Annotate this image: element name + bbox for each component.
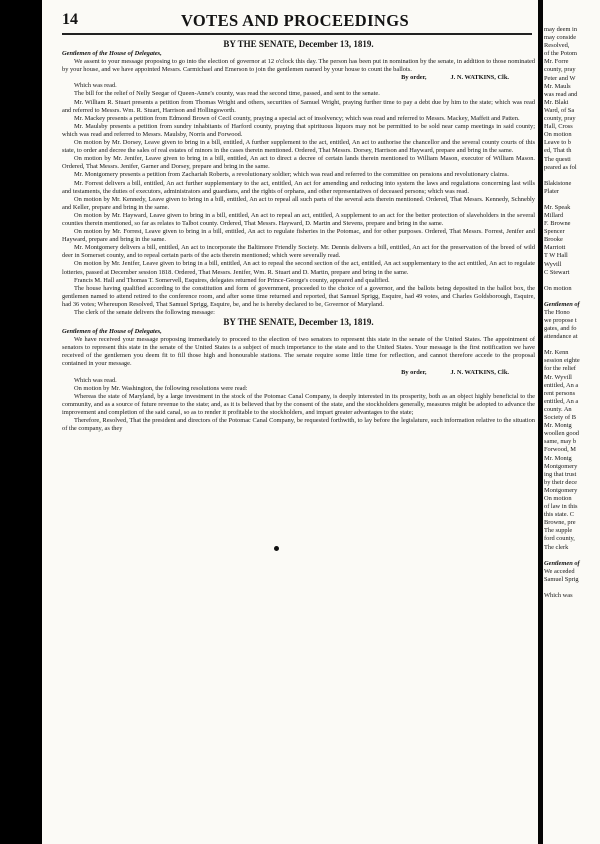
proceedings-part-2 bbox=[62, 377, 535, 434]
signature-by: By order, bbox=[401, 74, 427, 82]
right-page-fragment bbox=[543, 0, 600, 844]
right-column-line: Mr. Forre bbox=[544, 58, 569, 66]
proceeding-paragraph: Francis M. Hall and Thomas T. Somervell, Esquires, delegates returned for Prince-George's county, appeared and qualified. bbox=[74, 276, 390, 284]
proceeding-paragraph: The clerk of the senate delivers the following message: bbox=[74, 309, 215, 316]
right-column-line: ford county, bbox=[544, 535, 575, 543]
signature-name-2: J. N. WATKINS, Clk. bbox=[450, 368, 509, 376]
right-column-line: ing that trust bbox=[544, 470, 577, 478]
signature-name: J. N. WATKINS, Clk. bbox=[450, 74, 509, 82]
right-column-line: county, pray bbox=[544, 115, 576, 123]
right-column-line: The supple bbox=[544, 527, 573, 535]
proceeding-paragraph: On motion by Mr. Washington, the following resolutions were read: bbox=[74, 384, 248, 392]
right-column-line: On motion bbox=[544, 494, 572, 502]
signature-line bbox=[62, 74, 535, 82]
proceedings-part-1 bbox=[62, 82, 535, 317]
right-column-line: Browne, pre bbox=[544, 519, 576, 527]
right-column-line: peared as fol bbox=[544, 163, 577, 171]
right-column-line: this state. C bbox=[544, 511, 574, 519]
senate-message-2: We have received your message proposing immediately to proceed to the election of two senators to represent this state in the senate of the United States. The appointment of senators to represent this state in the senate of the United States is a subject of much importance to the state and to the United States. Your message is the first notification we have received of the gentlemen you deem fit to fill those high and honourable stations. The senate require some little time for reflection, and cannot therefore accede to the proposal contained in your message. bbox=[62, 336, 535, 368]
right-column-line: Spencer bbox=[544, 228, 565, 236]
text-column bbox=[62, 39, 535, 844]
right-column-line: Leave to b bbox=[544, 139, 571, 147]
proceeding-paragraph: Mr. Mackey presents a petition from Edmond Brown of Cecil county, praying a special act of insolvency; which was read and referred to Messrs. Mackey, Maffeit and Patten. bbox=[74, 114, 520, 122]
proceeding-paragraph: On motion by Mr. Kennedy, Leave given to bring in a bill, entitled, An act to repeal all such parts of the several acts therein mentioned. Ordered, That Messrs. Kennedy, Schnebly and Keller, prepare and bring in the same. bbox=[62, 195, 535, 211]
right-column-line: by their dece bbox=[544, 478, 578, 486]
proceeding-paragraph: Mr. William R. Stuart presents a petition from Thomas Wright and others, securities of Samuel Wright, praying further time to pay a debt due by him to the state; which was read and referred to Messrs. Wm. R. Stuart, Harrison and Hollingsworth. bbox=[62, 98, 535, 114]
right-column-line: Mr. Kenn bbox=[544, 349, 569, 357]
right-column-line: The Hono bbox=[544, 308, 570, 316]
right-column-line: of law in this bbox=[544, 503, 578, 511]
running-title: VOTES AND PROCEEDINGS bbox=[180, 11, 410, 30]
right-column-line: same, may b bbox=[544, 438, 577, 446]
right-column-line: was read and bbox=[544, 90, 578, 98]
proceeding-paragraph: The house having qualified according to the constitution and form of government, proceeded to the choice of a governor, and the ballots being deposited in the ballot box, the gentlemen named to attend retired to the conference room, and after some time returned and reported, that Samuel Sprigg, Esquire, had 49 votes, and Charles Goldsborough, Esquire, had 36 votes; Whereupon Resolved, That Samuel Sprigg, Esquire, be, and he is hereby declared to be, Governor of Maryland. bbox=[62, 284, 535, 308]
right-column-line: Forwood, M bbox=[544, 446, 576, 454]
right-column-line: F. Browne bbox=[544, 220, 571, 228]
senate-message: We assent to your message proposing to go into the election of governor at 12 o'clock this day. The person has been put in nomination by the senate, in addition to those nominated by your house, and we have appointed Messrs. Carmichael and Emerson to join the gentlemen named by your house to count the ballots. bbox=[62, 58, 535, 74]
signature-by-2: By order, bbox=[401, 368, 427, 376]
right-column-line: ed, That th bbox=[544, 147, 572, 155]
right-column-line: T W Hall bbox=[544, 252, 568, 260]
salutation-2: Gentlemen of the House of Delegates, bbox=[62, 328, 162, 336]
right-column-line: rent persons bbox=[544, 389, 576, 397]
right-column-gap bbox=[543, 196, 600, 204]
right-column-line: Brooke bbox=[544, 236, 563, 244]
right-column-line: We acceded bbox=[544, 567, 575, 575]
right-column-gap bbox=[543, 293, 600, 301]
right-column-line: Mr. Wyvill bbox=[544, 373, 572, 381]
right-column-line: The questi bbox=[544, 155, 571, 163]
right-column-line: On motion bbox=[544, 284, 572, 292]
right-column-line: may deem in bbox=[544, 26, 578, 33]
right-column-line: attendance at bbox=[544, 333, 578, 341]
right-column-gap bbox=[543, 341, 600, 349]
proceeding-paragraph: On motion by Mr. Forrest, Leave given to bring in a bill, entitled, An act to regulate fisheries in the Potomac, and for other purposes. Ordered, That Messrs. Forrest, Jenifer and Hayward, prepare and bring in the same. bbox=[62, 228, 535, 244]
right-column-line: session eighte bbox=[544, 357, 580, 365]
right-column-gap bbox=[543, 172, 600, 180]
right-column-line: Society of B bbox=[544, 414, 576, 422]
right-column-line: may conside bbox=[544, 34, 577, 42]
right-column-line: Millard bbox=[544, 211, 564, 219]
proceeding-paragraph: Whereas the state of Maryland, by a large investment in the stock of the Potomac Canal Company, is deeply interested in its prosperity, both as an object highly beneficial to the community, and as a source of future revenue to the state; and, as it is believed that by the consent of the state, and the stockholders generally, measures might be adopted to advance the improvement and completion of the said canal, so as to render it profitable to the stockholders, and impart greater advantages to the state; bbox=[62, 392, 535, 417]
right-column-text bbox=[543, 26, 600, 600]
proceeding-paragraph: On motion by Mr. Jenifer, Leave given to bring in a bill, entitled, An act to direct a decree of certain lands therein mentioned to William Mason, executor of William Mason. Ordered, That Messrs. Jenifer, Garner and Dorsey, prepare and bring in the same. bbox=[62, 155, 535, 171]
proceeding-paragraph: On motion by Mr. Hayward, Leave given to bring in a bill, entitled, An act to repeal an act, entitled, A supplement to an act for the better protection of slaveholders in the several counties therein mentioned, so far as relates to Talbot county. Ordered, That Messrs. Hayward, D. Martin and Stevens, prepare and bring in the same. bbox=[62, 211, 535, 227]
right-column-line: Gentlemen of bbox=[544, 559, 580, 567]
right-column-line: Mr. Blaki bbox=[544, 98, 569, 106]
right-column-line: Resolved, bbox=[544, 42, 570, 50]
right-column-line: C Stewart bbox=[544, 268, 570, 276]
proceeding-paragraph: On motion by Mr. Dorsey, Leave given to bring in a bill, entitled, A further supplement to the act, entitled, An act to authorise the chancellor and the several county courts of this state, to order and decree the sales of real estates of minors in the cases therein mentioned. Ordered, That Messrs. Dorsey, Harrison and Hayward, prepare and bring in the same. bbox=[62, 139, 535, 155]
right-column-line: Which was bbox=[544, 591, 573, 599]
salutation: Gentlemen of the House of Delegates, bbox=[62, 50, 162, 57]
proceeding-paragraph: Mr. Maulsby presents a petition from sundry inhabitants of Harford county, praying that spirituous liquors may not be permitted to be sold near camp meetings in said county; which was read and referred to Messrs. Maulsby, Norris and Forwood. bbox=[62, 122, 535, 138]
right-column-line: Samuel Sprig bbox=[544, 575, 579, 583]
right-column-line: Mr. Montg bbox=[544, 422, 572, 430]
right-column-line: county, pray bbox=[544, 66, 576, 74]
right-column-line: Ward, of Sa bbox=[544, 106, 575, 114]
proceeding-paragraph: On motion by Mr. Jenifer, Leave given to bring in a bill, entitled, An act to repeal the second section of the act, entitled, An act supplementary to the act entitled, An act to regulate lotteries, passed at December session 1818. Ordered, That Messrs. Jenifer, Wm. R. Stuart and D. Martin, prepare and bring in the same. bbox=[62, 260, 535, 276]
right-column-line: Montgomery bbox=[544, 462, 578, 470]
right-column-line: entitled, An a bbox=[544, 397, 579, 405]
right-column-line: for the relief bbox=[544, 365, 576, 373]
right-column-gap bbox=[543, 552, 600, 560]
right-column-line: Mr. Montg bbox=[544, 454, 572, 462]
right-column-line: Wyvill bbox=[544, 260, 562, 268]
right-column-line: gates, and fo bbox=[544, 325, 577, 333]
right-column-line: Blakistone bbox=[544, 179, 572, 187]
right-column-line: Mr. Mauls bbox=[544, 82, 571, 90]
proceeding-paragraph: Which was read. bbox=[74, 82, 117, 90]
proceeding-paragraph: Mr. Montgomery presents a petition from Zachariah Roberts, a revolutionary soldier; which was read and referred to the committee on pensions and revolutionary claims. bbox=[74, 171, 509, 179]
right-column-line: Marriott bbox=[544, 244, 566, 252]
right-column-line: of the Potom bbox=[544, 50, 578, 58]
senate-heading-2: BY THE SENATE, December 13, 1819. bbox=[223, 317, 374, 328]
proceeding-paragraph: Mr. Forrest delivers a bill, entitled, An act further supplementary to the act, entitled, An act for amending and reducing into system the laws and regulations concerning last wills and testaments, the duties of executors, administrators and guardians, and the rights of orphans, and other representatives of deceased persons; which was read. bbox=[62, 179, 535, 195]
right-column-line: woollen good bbox=[544, 430, 579, 438]
page-header bbox=[62, 11, 528, 33]
right-column-line: Peter and W bbox=[544, 74, 576, 82]
right-column-gap bbox=[543, 584, 600, 592]
left-page bbox=[42, 0, 540, 844]
right-column-line: Mr. Speak bbox=[544, 203, 571, 211]
right-column-line: Gentlemen of bbox=[544, 300, 580, 308]
right-column-line: entitled, An a bbox=[544, 381, 579, 389]
proceeding-paragraph: The bill for the relief of Nelly Seegar of Queen-Anne's county, was read the second time, passed, and sent to the senate. bbox=[74, 90, 380, 98]
right-column-line: On motion bbox=[544, 131, 572, 139]
proceeding-paragraph: Therefore, Resolved, That the president and directors of the Potomac Canal Company, be requested forthwith, to lay before the legislature, such information relative to the situation of the company, as they bbox=[62, 417, 535, 433]
proceeding-paragraph: Mr. Montgomery delivers a bill, entitled, An act to incorporate the Baltimore Friendly Society. Mr. Dennis delivers a bill, entitled, An act for the preservation of the breed of wild deer in Somerset county, and to repeal certain parts of the acts therein mentioned; which were severally read. bbox=[62, 244, 535, 260]
ink-blot bbox=[274, 546, 279, 551]
right-column-line: Montgomery bbox=[544, 486, 578, 494]
senate-heading: BY THE SENATE, December 13, 1819. bbox=[223, 39, 374, 49]
right-column-line: we propose t bbox=[544, 317, 577, 324]
right-column-line: Plater bbox=[544, 187, 559, 195]
right-column-line: Hall, Cross bbox=[544, 123, 573, 131]
right-column-gap bbox=[543, 277, 600, 285]
page-number: 14 bbox=[62, 11, 78, 28]
signature-line-2 bbox=[62, 369, 535, 377]
right-column-line: county. An bbox=[544, 405, 572, 413]
right-column-line: The clerk bbox=[544, 543, 569, 551]
proceeding-paragraph: Which was read. bbox=[74, 376, 117, 384]
header-rule bbox=[62, 33, 532, 35]
